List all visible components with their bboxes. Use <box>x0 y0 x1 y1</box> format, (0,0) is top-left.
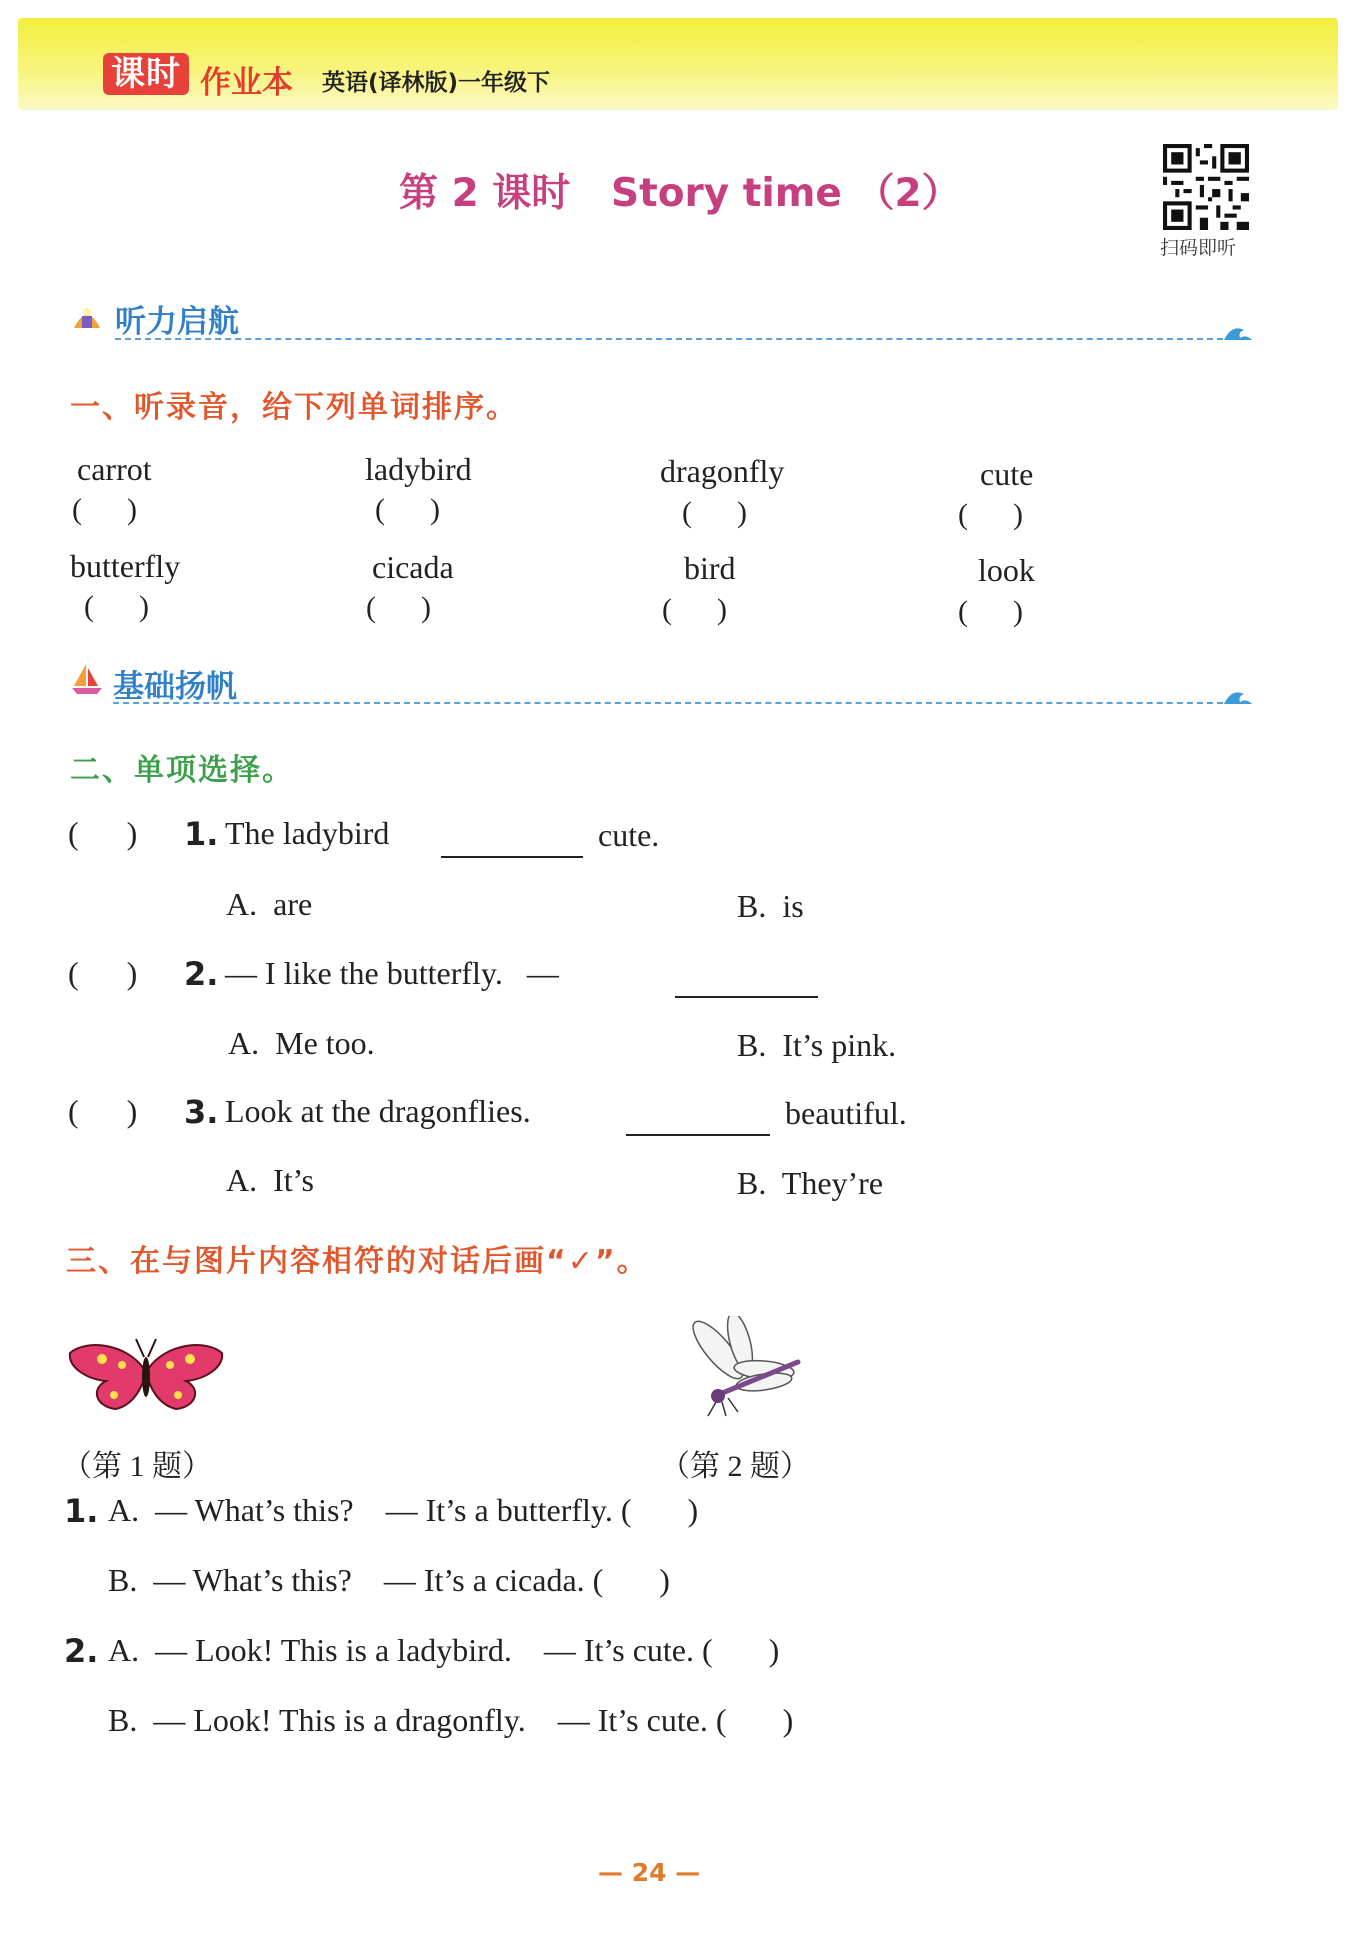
answer-paren[interactable]: ( ) <box>958 498 1023 531</box>
question-number: 2. <box>64 1632 99 1670</box>
answer-paren[interactable]: ( ) <box>375 493 440 526</box>
dragonfly-image <box>680 1316 802 1422</box>
edition-label: 英语(译林版)一年级下 <box>322 70 551 96</box>
word-item: butterfly <box>70 548 181 584</box>
question-stem: The ladybird <box>225 815 390 851</box>
butterfly-image <box>66 1333 226 1415</box>
question-2-heading: 二、单项选择。 <box>70 753 294 788</box>
answer-paren[interactable]: ( ) <box>68 815 138 851</box>
lesson-title: 第 2 课时 Story time （2） <box>399 171 961 216</box>
question-number: 1. <box>64 1492 99 1530</box>
dialogue-line[interactable]: B. — Look! This is a dragonfly. — It’s cute. ( ) <box>108 1702 794 1738</box>
answer-blank[interactable] <box>675 996 818 998</box>
image-caption-2: （第 2 题） <box>660 1450 810 1483</box>
dialogue-line[interactable]: B. — What’s this? — It’s a cicada. ( ) <box>108 1562 670 1598</box>
answer-blank[interactable] <box>626 1134 770 1136</box>
dialogue-line[interactable]: A. — What’s this? — It’s a butterfly. ( ) <box>108 1492 699 1528</box>
section-title-basics: 基础扬帆 <box>113 669 237 705</box>
sailboat-icon <box>70 662 104 696</box>
question-stem: Look at the dragonflies. <box>225 1093 531 1129</box>
word-item: carrot <box>77 451 152 487</box>
word-item: bird <box>684 550 736 586</box>
word-item: cicada <box>372 549 454 585</box>
section-divider <box>115 338 1233 340</box>
qr-caption: 扫码即听 <box>1160 237 1237 259</box>
question-number: 2. <box>184 955 219 993</box>
answer-paren[interactable]: ( ) <box>662 593 727 626</box>
question-stem-end: cute. <box>598 817 660 853</box>
option-b[interactable]: B. It’s pink. <box>737 1027 897 1063</box>
wave-icon <box>1222 686 1254 708</box>
question-number: 3. <box>184 1093 219 1131</box>
answer-paren[interactable]: ( ) <box>68 1093 138 1129</box>
option-a[interactable]: A. are <box>226 886 313 922</box>
option-b[interactable]: B. They’re <box>737 1165 884 1201</box>
word-item: look <box>978 552 1035 588</box>
brand-logo: 课时 <box>103 53 189 95</box>
question-number: 1. <box>184 815 219 853</box>
lighthouse-icon <box>70 298 104 332</box>
option-a[interactable]: A. Me too. <box>228 1025 375 1061</box>
answer-paren[interactable]: ( ) <box>84 590 149 623</box>
qr-code-icon[interactable] <box>1163 144 1249 230</box>
image-caption-1: （第 1 题） <box>62 1450 212 1483</box>
question-stem: — I like the butterfly. — <box>225 955 559 991</box>
option-a[interactable]: A. It’s <box>226 1162 314 1198</box>
wave-icon <box>1222 322 1254 344</box>
word-item: cute <box>980 456 1034 492</box>
option-b[interactable]: B. is <box>737 888 804 924</box>
word-item: ladybird <box>365 451 472 487</box>
answer-blank[interactable] <box>441 856 583 858</box>
question-stem-end: beautiful. <box>785 1095 907 1131</box>
dialogue-line[interactable]: A. — Look! This is a ladybird. — It’s cute. ( ) <box>108 1632 780 1668</box>
answer-paren[interactable]: ( ) <box>958 595 1023 628</box>
answer-paren[interactable]: ( ) <box>68 955 138 991</box>
page-number: — 24 — <box>598 1858 701 1887</box>
question-1-heading: 一、听录音，给下列单词排序。 <box>70 390 518 425</box>
question-3-heading: 三、在与图片内容相符的对话后画“✓”。 <box>66 1244 649 1279</box>
word-item: dragonfly <box>660 453 785 489</box>
section-title-listening: 听力启航 <box>115 304 239 340</box>
answer-paren[interactable]: ( ) <box>366 591 431 624</box>
answer-paren[interactable]: ( ) <box>72 493 137 526</box>
answer-paren[interactable]: ( ) <box>682 496 747 529</box>
brand-name: 作业本 <box>200 65 293 101</box>
section-divider <box>113 702 1233 704</box>
